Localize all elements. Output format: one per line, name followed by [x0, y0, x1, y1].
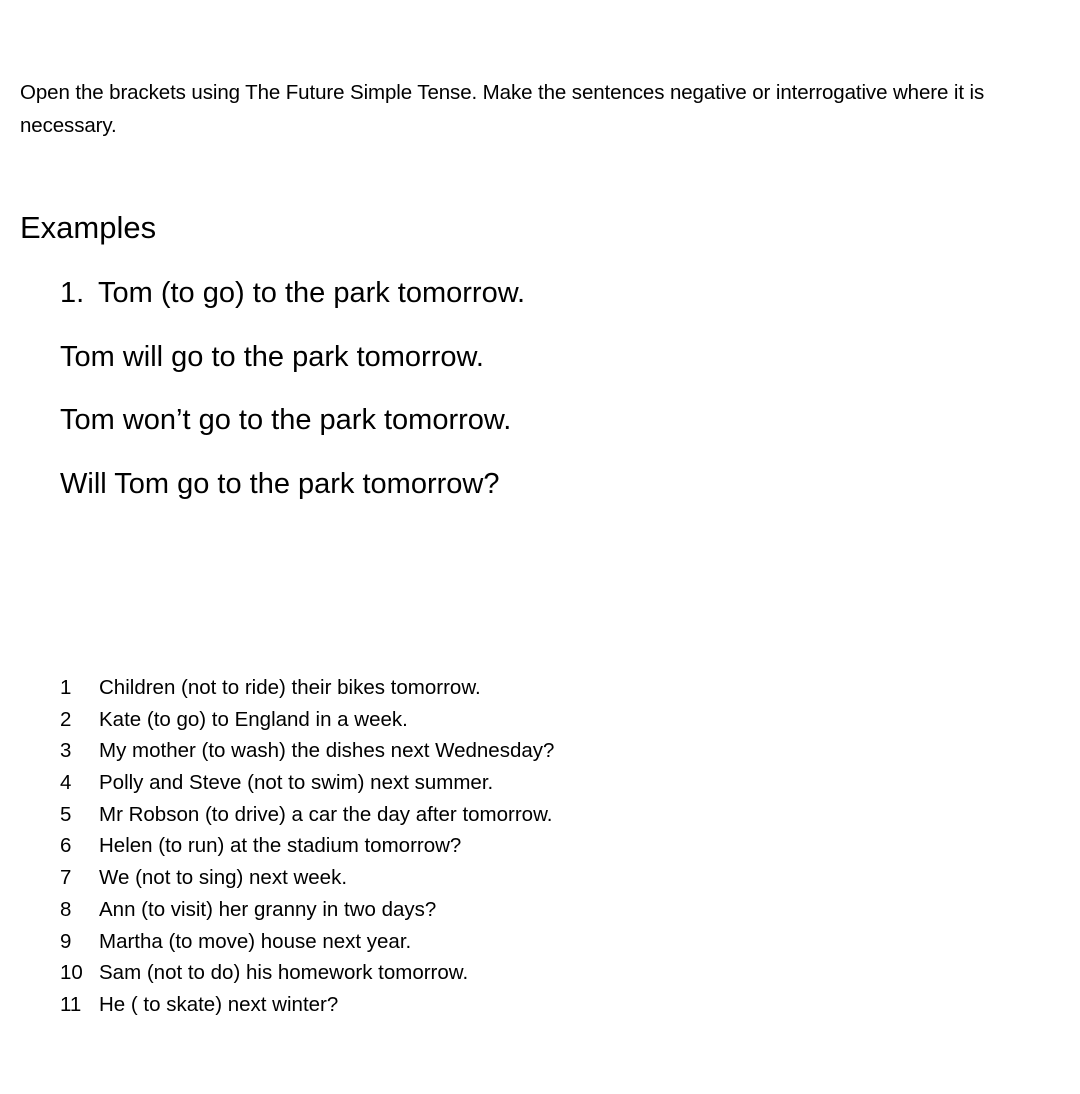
example-block	[60, 272, 960, 526]
example-question: Will Tom go to the park tomorrow?	[60, 467, 500, 500]
exercise-text: Ann (to visit) her granny in two days?	[99, 897, 437, 921]
exercise-text: Children (not to ride) their bikes tomorrow.	[99, 676, 481, 699]
example-negative: Tom won’t go to the park tomorrow.	[60, 404, 512, 436]
exercise-number: 11	[60, 992, 82, 1016]
instructions-paragraph: Open the brackets using The Future Simple Tense. Make the sentences negative or interrogative where it is necessary.	[20, 81, 985, 137]
exercise-item	[60, 957, 860, 989]
exercise-text: My mother (to wash) the dishes next Wednesday?	[99, 739, 555, 763]
example-affirmative: Tom will go to the park tomorrow.	[60, 340, 484, 373]
exercise-list	[60, 672, 860, 1021]
example-number: 1.	[60, 277, 85, 309]
exercise-item	[60, 926, 860, 958]
example-sentence-text: Tom (to go) to the park tomorrow.	[98, 277, 526, 309]
exercise-text: We (not to sing) next week.	[99, 866, 348, 890]
exercise-number: 4	[60, 771, 72, 795]
exercise-item	[60, 799, 860, 831]
exercise-text: Helen (to run) at the stadium tomorrow?	[99, 834, 462, 858]
exercise-item	[60, 767, 860, 799]
exercise-number: 5	[60, 802, 72, 826]
exercise-number: 7	[60, 866, 72, 890]
exercise-text: Sam (not to do) his homework tomorrow.	[99, 961, 469, 985]
exercise-number: 2	[60, 707, 72, 731]
exercise-item	[60, 830, 860, 862]
exercise-number: 3	[60, 739, 72, 763]
exercise-text: Mr Robson (to drive) a car the day after tomorrow.	[99, 802, 553, 826]
exercise-text: Martha (to move) house next year.	[99, 929, 412, 953]
exercise-item	[60, 735, 860, 767]
exercise-number: 6	[60, 834, 72, 858]
exercise-item	[60, 894, 860, 926]
exercise-item	[60, 672, 860, 704]
exercise-item	[60, 862, 860, 894]
exercise-item	[60, 704, 860, 736]
exercise-number: 8	[60, 897, 72, 921]
exercise-text: He ( to skate) next winter?	[99, 992, 339, 1016]
example-sentence	[60, 272, 960, 336]
exercise-item	[60, 989, 860, 1021]
exercise-text: Polly and Steve (not to swim) next summer.	[99, 771, 494, 795]
examples-heading: Examples	[20, 210, 157, 245]
exercise-number: 9	[60, 929, 72, 953]
exercise-number: 10	[60, 961, 83, 985]
exercise-number: 1	[60, 676, 72, 699]
exercise-text: Kate (to go) to England in a week.	[99, 707, 408, 731]
